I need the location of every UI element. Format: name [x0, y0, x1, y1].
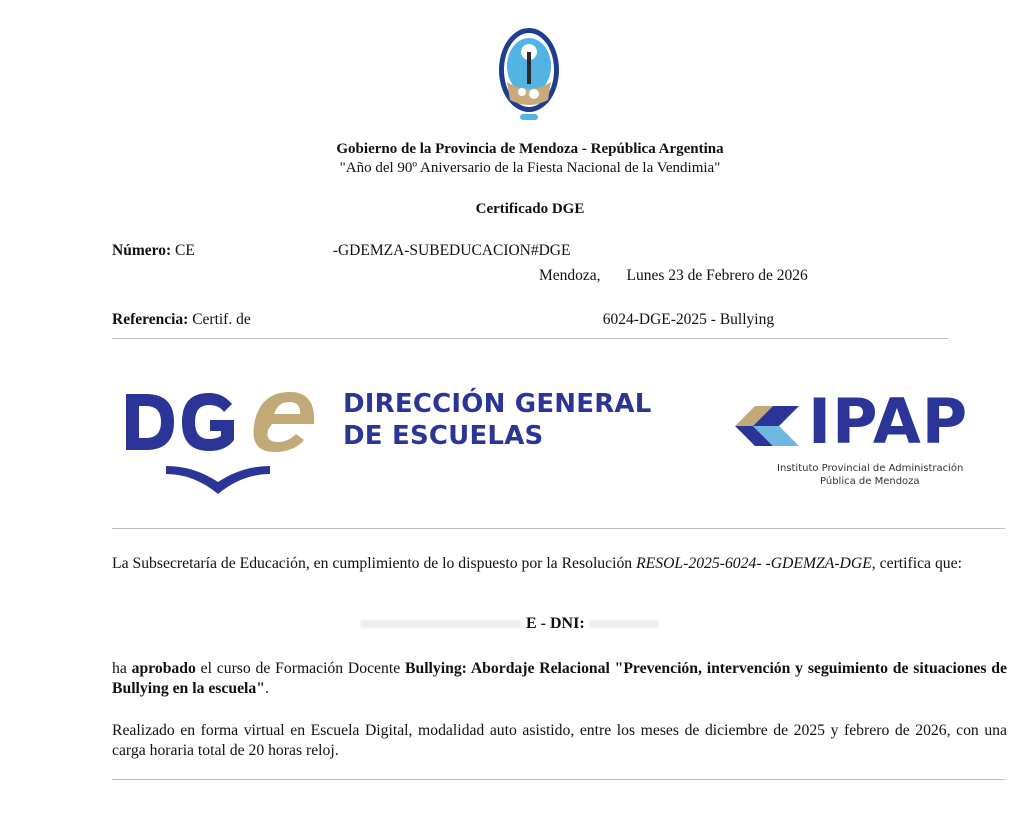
course-text-start: ha — [112, 660, 132, 677]
numero-suffix: -GDEMZA-SUBEDUCACION#DGE — [332, 242, 571, 259]
dge-line1: DIRECCIÓN GENERAL — [343, 389, 652, 419]
approved-word: aprobado — [131, 660, 196, 677]
date-row — [539, 267, 808, 285]
dge-wordmark — [343, 388, 652, 452]
ipap-subtitle-line2: Pública de Mendoza — [820, 476, 920, 487]
referencia-suffix: 6024-DGE-2025 - Bullying — [602, 311, 775, 328]
course-text-mid: el curso de Formación Docente — [195, 660, 405, 677]
redacted-dni — [589, 620, 659, 628]
numero-label: Número: — [112, 242, 172, 259]
redacted-name — [360, 620, 522, 628]
dge-logo — [122, 382, 317, 508]
resolution-reference: RESOL-2025-6024- -GDEMZA-DGE — [636, 555, 872, 572]
divider — [112, 338, 948, 339]
referencia-prefix: Certif. de — [192, 311, 251, 328]
course-details: Realizado en forma virtual en Escuela Digital, modalidad auto asistido, entre los meses de diciembre de 2025 y febrero de 2026, con una carga horaria total de 20 horas reloj. — [112, 722, 1007, 759]
motto-line: "Año del 90º Aniversario de la Fiesta Nacional de la Vendimia" — [339, 160, 721, 176]
numero-prefix: CE — [175, 242, 195, 259]
certification-intro — [112, 554, 1007, 574]
divider — [112, 779, 1005, 780]
dge-line2: DE ESCUELAS — [343, 421, 544, 451]
date-city: Mendoza, — [539, 267, 601, 284]
ipap-subtitle-line1: Instituto Provincial de Administración — [777, 463, 964, 474]
intro-end: , certifica que: — [871, 555, 962, 572]
date-value: Lunes 23 de Febrero de 2026 — [626, 267, 808, 284]
numero-row — [112, 242, 570, 260]
intro-text: La Subsecretaría de Educación, en cumplimiento de lo dispuesto por la Resolución — [112, 555, 637, 572]
course-name: Bullying: Abordaje Relacional "Prevención, intervención y seguimiento de situaciones de Bullying en la escuela" — [112, 660, 1007, 697]
certificate-title: Certificado DGE — [475, 201, 585, 217]
ipap-wordmark: IPAP — [808, 385, 969, 458]
referencia-label: Referencia: — [112, 311, 189, 328]
ipap-symbol-icon — [733, 398, 807, 454]
recipient-row — [360, 615, 659, 633]
course-text-end: . — [264, 680, 269, 697]
recipient-dni-label: E - DNI: — [526, 615, 585, 632]
redacted-area — [195, 243, 333, 255]
divider — [112, 528, 1005, 529]
government-heading: Gobierno de la Provincia de Mendoza - República Argentina — [336, 141, 724, 157]
referencia-row — [112, 311, 774, 329]
provincial-seal — [496, 26, 562, 126]
course-statement — [112, 659, 1007, 699]
